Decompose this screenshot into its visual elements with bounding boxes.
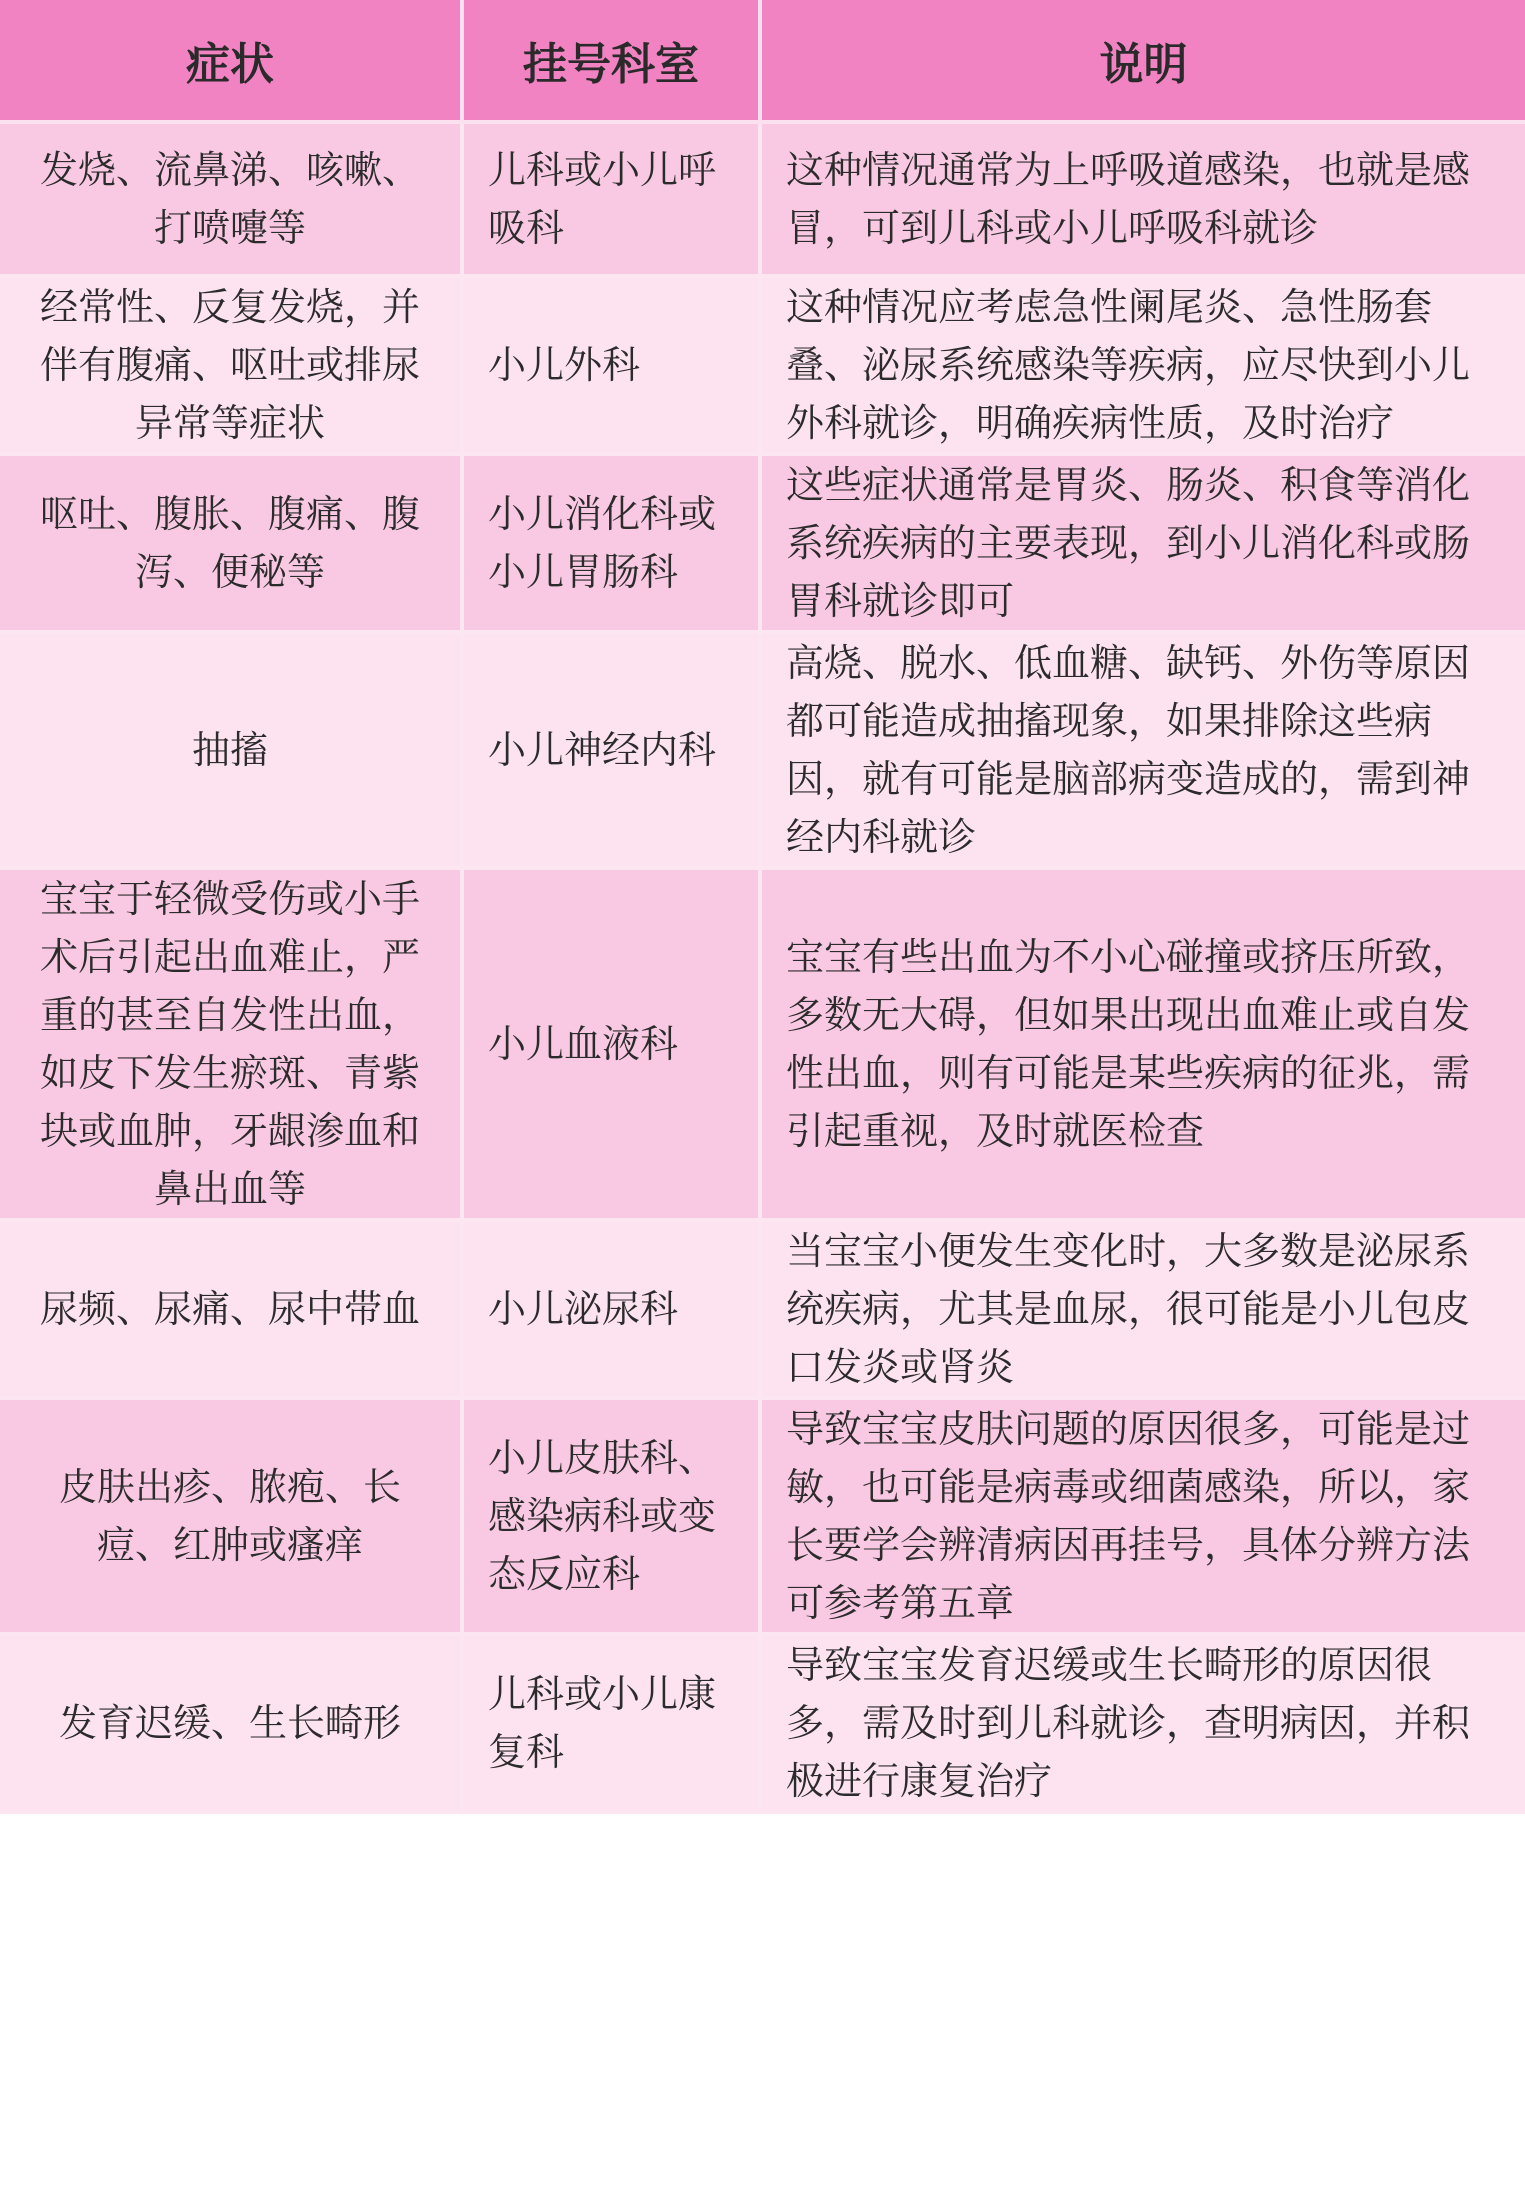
note-cell: 当宝宝小便发生变化时，大多数是泌尿系统疾病，尤其是血尿，很可能是小儿包皮口发炎或肾炎 xyxy=(760,1220,1525,1398)
table-row xyxy=(0,1634,1525,1812)
symptom-cell: 发烧、流鼻涕、咳嗽、打喷嚏等 xyxy=(0,122,462,276)
symptom-cell: 呕吐、腹胀、腹痛、腹泻、便秘等 xyxy=(0,454,462,632)
note-cell: 这种情况应考虑急性阑尾炎、急性肠套叠、泌尿系统感染等疾病，应尽快到小儿外科就诊，明确疾病性质，及时治疗 xyxy=(760,276,1525,454)
department-cell: 小儿血液科 xyxy=(462,868,760,1220)
symptom-cell: 经常性、反复发烧，并伴有腹痛、呕吐或排尿异常等症状 xyxy=(0,276,462,454)
table-row xyxy=(0,632,1525,868)
table-row xyxy=(0,1220,1525,1398)
header-department: 挂号科室 xyxy=(462,0,760,122)
symptom-cell: 抽搐 xyxy=(0,632,462,868)
table-row xyxy=(0,1398,1525,1634)
symptom-cell: 发育迟缓、生长畸形 xyxy=(0,1634,462,1812)
table-header-row xyxy=(0,0,1525,122)
note-cell: 这种情况通常为上呼吸道感染，也就是感冒，可到儿科或小儿呼吸科就诊 xyxy=(760,122,1525,276)
note-cell: 高烧、脱水、低血糖、缺钙、外伤等原因都可能造成抽搐现象，如果排除这些病因，就有可能是脑部病变造成的，需到神经内科就诊 xyxy=(760,632,1525,868)
department-cell: 小儿皮肤科、感染病科或变态反应科 xyxy=(462,1398,760,1634)
table-row xyxy=(0,868,1525,1220)
note-cell: 导致宝宝发育迟缓或生长畸形的原因很多，需及时到儿科就诊，查明病因，并积极进行康复治疗 xyxy=(760,1634,1525,1812)
header-symptom: 症状 xyxy=(0,0,462,122)
department-cell: 小儿泌尿科 xyxy=(462,1220,760,1398)
note-cell: 宝宝有些出血为不小心碰撞或挤压所致，多数无大碍，但如果出现出血难止或自发性出血，则有可能是某些疾病的征兆，需引起重视，及时就医检查 xyxy=(760,868,1525,1220)
department-cell: 儿科或小儿呼吸科 xyxy=(462,122,760,276)
department-cell: 小儿神经内科 xyxy=(462,632,760,868)
header-note: 说明 xyxy=(760,0,1525,122)
department-cell: 小儿外科 xyxy=(462,276,760,454)
symptom-cell: 尿频、尿痛、尿中带血 xyxy=(0,1220,462,1398)
symptom-cell: 皮肤出疹、脓疱、长痘、红肿或瘙痒 xyxy=(0,1398,462,1634)
table-row xyxy=(0,454,1525,632)
department-cell: 小儿消化科或小儿胃肠科 xyxy=(462,454,760,632)
symptom-cell: 宝宝于轻微受伤或小手术后引起出血难止，严重的甚至自发性出血，如皮下发生瘀斑、青紫块或血肿，牙龈渗血和鼻出血等 xyxy=(0,868,462,1220)
table-row xyxy=(0,122,1525,276)
note-cell: 这些症状通常是胃炎、肠炎、积食等消化系统疾病的主要表现，到小儿消化科或肠胃科就诊即可 xyxy=(760,454,1525,632)
note-cell: 导致宝宝皮肤问题的原因很多，可能是过敏，也可能是病毒或细菌感染，所以，家长要学会辨清病因再挂号，具体分辨方法可参考第五章 xyxy=(760,1398,1525,1634)
department-cell: 儿科或小儿康复科 xyxy=(462,1634,760,1812)
table-row xyxy=(0,276,1525,454)
